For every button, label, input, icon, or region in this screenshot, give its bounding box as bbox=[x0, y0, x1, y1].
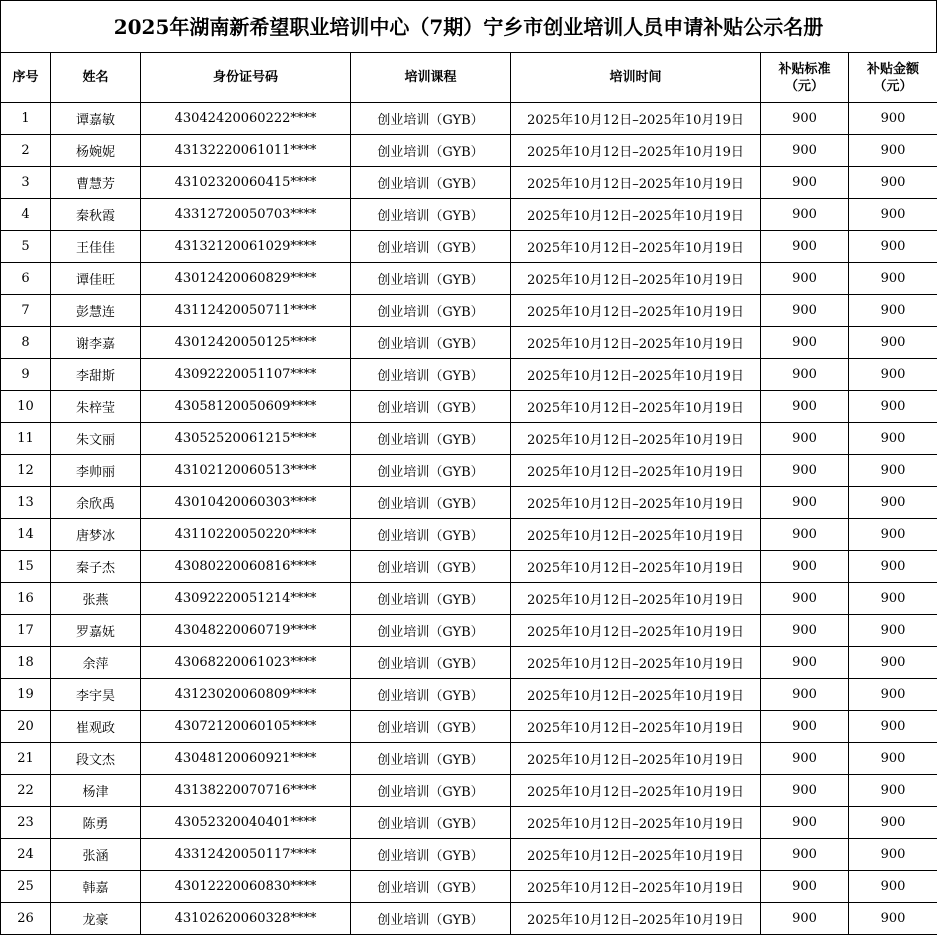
cell-course: 创业培训（GYB） bbox=[351, 711, 511, 743]
cell-id-number: 43312420050117**** bbox=[141, 839, 351, 871]
cell-name: 崔观政 bbox=[51, 711, 141, 743]
cell-amount: 900 bbox=[849, 807, 937, 839]
cell-time: 2025年10月12日–2025年10月19日 bbox=[511, 423, 761, 455]
cell-time: 2025年10月12日–2025年10月19日 bbox=[511, 263, 761, 295]
cell-name: 杨婉妮 bbox=[51, 135, 141, 167]
cell-amount: 900 bbox=[849, 455, 937, 487]
cell-time: 2025年10月12日–2025年10月19日 bbox=[511, 743, 761, 775]
cell-time: 2025年10月12日–2025年10月19日 bbox=[511, 327, 761, 359]
cell-standard: 900 bbox=[761, 839, 849, 871]
cell-name: 秦秋霞 bbox=[51, 199, 141, 231]
cell-amount: 900 bbox=[849, 839, 937, 871]
cell-name: 朱梓莹 bbox=[51, 391, 141, 423]
cell-time: 2025年10月12日–2025年10月19日 bbox=[511, 711, 761, 743]
cell-amount: 900 bbox=[849, 327, 937, 359]
cell-seq: 13 bbox=[1, 487, 51, 519]
cell-course: 创业培训（GYB） bbox=[351, 551, 511, 583]
cell-name: 陈勇 bbox=[51, 807, 141, 839]
cell-amount: 900 bbox=[849, 423, 937, 455]
cell-seq: 10 bbox=[1, 391, 51, 423]
cell-name: 龙豪 bbox=[51, 903, 141, 935]
cell-amount: 900 bbox=[849, 551, 937, 583]
cell-amount: 900 bbox=[849, 135, 937, 167]
cell-amount: 900 bbox=[849, 903, 937, 935]
cell-name: 张燕 bbox=[51, 583, 141, 615]
table-row bbox=[1, 615, 937, 647]
cell-seq: 5 bbox=[1, 231, 51, 263]
cell-name: 秦子杰 bbox=[51, 551, 141, 583]
cell-amount: 900 bbox=[849, 711, 937, 743]
cell-time: 2025年10月12日–2025年10月19日 bbox=[511, 871, 761, 903]
cell-name: 朱文丽 bbox=[51, 423, 141, 455]
cell-course: 创业培训（GYB） bbox=[351, 519, 511, 551]
table-row bbox=[1, 327, 937, 359]
cell-name: 余萍 bbox=[51, 647, 141, 679]
cell-id-number: 43138220070716**** bbox=[141, 775, 351, 807]
cell-standard: 900 bbox=[761, 647, 849, 679]
cell-course: 创业培训（GYB） bbox=[351, 743, 511, 775]
cell-standard: 900 bbox=[761, 231, 849, 263]
table-row bbox=[1, 391, 937, 423]
cell-time: 2025年10月12日–2025年10月19日 bbox=[511, 359, 761, 391]
cell-standard: 900 bbox=[761, 103, 849, 135]
table-row bbox=[1, 231, 937, 263]
cell-standard: 900 bbox=[761, 583, 849, 615]
cell-id-number: 43048120060921**** bbox=[141, 743, 351, 775]
cell-standard: 900 bbox=[761, 359, 849, 391]
cell-time: 2025年10月12日–2025年10月19日 bbox=[511, 551, 761, 583]
cell-name: 谭嘉敏 bbox=[51, 103, 141, 135]
cell-time: 2025年10月12日–2025年10月19日 bbox=[511, 839, 761, 871]
cell-id-number: 43102320060415**** bbox=[141, 167, 351, 199]
cell-name: 曹慧芳 bbox=[51, 167, 141, 199]
cell-amount: 900 bbox=[849, 775, 937, 807]
cell-time: 2025年10月12日–2025年10月19日 bbox=[511, 583, 761, 615]
table-row bbox=[1, 743, 937, 775]
header-standard-line2: （元） bbox=[784, 78, 824, 94]
cell-name: 李帅丽 bbox=[51, 455, 141, 487]
cell-seq: 21 bbox=[1, 743, 51, 775]
cell-seq: 1 bbox=[1, 103, 51, 135]
cell-seq: 7 bbox=[1, 295, 51, 327]
cell-amount: 900 bbox=[849, 487, 937, 519]
cell-seq: 15 bbox=[1, 551, 51, 583]
table-row bbox=[1, 839, 937, 871]
cell-course: 创业培训（GYB） bbox=[351, 263, 511, 295]
cell-standard: 900 bbox=[761, 679, 849, 711]
cell-id-number: 43072120060105**** bbox=[141, 711, 351, 743]
cell-time: 2025年10月12日–2025年10月19日 bbox=[511, 487, 761, 519]
header-name: 姓名 bbox=[51, 53, 141, 103]
cell-name: 谭佳旺 bbox=[51, 263, 141, 295]
cell-id-number: 43092220051107**** bbox=[141, 359, 351, 391]
cell-name: 张涵 bbox=[51, 839, 141, 871]
table-row bbox=[1, 359, 937, 391]
cell-standard: 900 bbox=[761, 775, 849, 807]
cell-seq: 19 bbox=[1, 679, 51, 711]
cell-id-number: 43058120050609**** bbox=[141, 391, 351, 423]
cell-id-number: 43092220051214**** bbox=[141, 583, 351, 615]
cell-name: 段文杰 bbox=[51, 743, 141, 775]
header-amount-line1: 补贴金额 bbox=[866, 61, 919, 77]
cell-standard: 900 bbox=[761, 711, 849, 743]
cell-time: 2025年10月12日–2025年10月19日 bbox=[511, 903, 761, 935]
table-row bbox=[1, 295, 937, 327]
cell-course: 创业培训（GYB） bbox=[351, 167, 511, 199]
table-row bbox=[1, 423, 937, 455]
cell-course: 创业培训（GYB） bbox=[351, 423, 511, 455]
cell-seq: 9 bbox=[1, 359, 51, 391]
cell-name: 杨津 bbox=[51, 775, 141, 807]
cell-time: 2025年10月12日–2025年10月19日 bbox=[511, 615, 761, 647]
cell-standard: 900 bbox=[761, 391, 849, 423]
cell-amount: 900 bbox=[849, 231, 937, 263]
cell-amount: 900 bbox=[849, 103, 937, 135]
cell-amount: 900 bbox=[849, 647, 937, 679]
header-id: 身份证号码 bbox=[141, 53, 351, 103]
cell-course: 创业培训（GYB） bbox=[351, 487, 511, 519]
cell-course: 创业培训（GYB） bbox=[351, 327, 511, 359]
cell-course: 创业培训（GYB） bbox=[351, 135, 511, 167]
cell-course: 创业培训（GYB） bbox=[351, 583, 511, 615]
cell-id-number: 43132220061011**** bbox=[141, 135, 351, 167]
cell-time: 2025年10月12日–2025年10月19日 bbox=[511, 295, 761, 327]
cell-amount: 900 bbox=[849, 295, 937, 327]
cell-standard: 900 bbox=[761, 455, 849, 487]
table-row bbox=[1, 647, 937, 679]
cell-time: 2025年10月12日–2025年10月19日 bbox=[511, 775, 761, 807]
cell-seq: 20 bbox=[1, 711, 51, 743]
cell-id-number: 43052520061215**** bbox=[141, 423, 351, 455]
cell-time: 2025年10月12日–2025年10月19日 bbox=[511, 679, 761, 711]
cell-time: 2025年10月12日–2025年10月19日 bbox=[511, 167, 761, 199]
cell-standard: 900 bbox=[761, 903, 849, 935]
cell-amount: 900 bbox=[849, 263, 937, 295]
cell-id-number: 43052320040401**** bbox=[141, 807, 351, 839]
cell-seq: 18 bbox=[1, 647, 51, 679]
cell-id-number: 43012420050125**** bbox=[141, 327, 351, 359]
cell-name: 唐梦冰 bbox=[51, 519, 141, 551]
cell-id-number: 43312720050703**** bbox=[141, 199, 351, 231]
cell-standard: 900 bbox=[761, 423, 849, 455]
table-row bbox=[1, 583, 937, 615]
header-amount-line2: （元） bbox=[873, 78, 913, 94]
table-row bbox=[1, 711, 937, 743]
cell-id-number: 43110220050220**** bbox=[141, 519, 351, 551]
cell-standard: 900 bbox=[761, 615, 849, 647]
cell-id-number: 43132120061029**** bbox=[141, 231, 351, 263]
cell-amount: 900 bbox=[849, 583, 937, 615]
cell-seq: 25 bbox=[1, 871, 51, 903]
cell-seq: 3 bbox=[1, 167, 51, 199]
cell-seq: 26 bbox=[1, 903, 51, 935]
cell-name: 李甜斯 bbox=[51, 359, 141, 391]
cell-name: 王佳佳 bbox=[51, 231, 141, 263]
cell-id-number: 43102120060513**** bbox=[141, 455, 351, 487]
cell-seq: 2 bbox=[1, 135, 51, 167]
cell-id-number: 43123020060809**** bbox=[141, 679, 351, 711]
cell-course: 创业培训（GYB） bbox=[351, 615, 511, 647]
cell-time: 2025年10月12日–2025年10月19日 bbox=[511, 103, 761, 135]
cell-amount: 900 bbox=[849, 615, 937, 647]
cell-id-number: 43048220060719**** bbox=[141, 615, 351, 647]
cell-amount: 900 bbox=[849, 359, 937, 391]
cell-amount: 900 bbox=[849, 679, 937, 711]
cell-time: 2025年10月12日–2025年10月19日 bbox=[511, 231, 761, 263]
cell-id-number: 43080220060816**** bbox=[141, 551, 351, 583]
header-seq: 序号 bbox=[1, 53, 51, 103]
cell-amount: 900 bbox=[849, 167, 937, 199]
table-row bbox=[1, 487, 937, 519]
cell-time: 2025年10月12日–2025年10月19日 bbox=[511, 135, 761, 167]
table-row bbox=[1, 455, 937, 487]
cell-standard: 900 bbox=[761, 551, 849, 583]
cell-standard: 900 bbox=[761, 199, 849, 231]
cell-id-number: 43010420060303**** bbox=[141, 487, 351, 519]
cell-standard: 900 bbox=[761, 295, 849, 327]
header-standard bbox=[761, 53, 849, 103]
cell-course: 创业培训（GYB） bbox=[351, 775, 511, 807]
cell-time: 2025年10月12日–2025年10月19日 bbox=[511, 199, 761, 231]
table-row bbox=[1, 903, 937, 935]
cell-id-number: 43042420060222**** bbox=[141, 103, 351, 135]
cell-id-number: 43112420050711**** bbox=[141, 295, 351, 327]
cell-standard: 900 bbox=[761, 487, 849, 519]
cell-seq: 17 bbox=[1, 615, 51, 647]
header-course: 培训课程 bbox=[351, 53, 511, 103]
table-row bbox=[1, 263, 937, 295]
cell-standard: 900 bbox=[761, 135, 849, 167]
cell-name: 李宇昊 bbox=[51, 679, 141, 711]
cell-time: 2025年10月12日–2025年10月19日 bbox=[511, 807, 761, 839]
cell-time: 2025年10月12日–2025年10月19日 bbox=[511, 647, 761, 679]
cell-seq: 24 bbox=[1, 839, 51, 871]
cell-seq: 6 bbox=[1, 263, 51, 295]
table-row bbox=[1, 519, 937, 551]
cell-amount: 900 bbox=[849, 199, 937, 231]
cell-course: 创业培训（GYB） bbox=[351, 647, 511, 679]
cell-course: 创业培训（GYB） bbox=[351, 295, 511, 327]
cell-course: 创业培训（GYB） bbox=[351, 103, 511, 135]
cell-standard: 900 bbox=[761, 743, 849, 775]
cell-standard: 900 bbox=[761, 327, 849, 359]
cell-name: 谢李嘉 bbox=[51, 327, 141, 359]
cell-course: 创业培训（GYB） bbox=[351, 391, 511, 423]
table-row bbox=[1, 871, 937, 903]
cell-course: 创业培训（GYB） bbox=[351, 455, 511, 487]
cell-seq: 23 bbox=[1, 807, 51, 839]
document-title: 2025年湖南新希望职业培训中心（7期）宁乡市创业培训人员申请补贴公示名册 bbox=[0, 0, 937, 52]
cell-name: 韩嘉 bbox=[51, 871, 141, 903]
subsidy-table bbox=[0, 52, 937, 935]
cell-standard: 900 bbox=[761, 167, 849, 199]
table-row bbox=[1, 103, 937, 135]
cell-course: 创业培训（GYB） bbox=[351, 231, 511, 263]
cell-id-number: 43012420060829**** bbox=[141, 263, 351, 295]
cell-seq: 8 bbox=[1, 327, 51, 359]
cell-course: 创业培训（GYB） bbox=[351, 679, 511, 711]
cell-standard: 900 bbox=[761, 263, 849, 295]
cell-course: 创业培训（GYB） bbox=[351, 871, 511, 903]
cell-amount: 900 bbox=[849, 871, 937, 903]
header-amount bbox=[849, 53, 937, 103]
cell-course: 创业培训（GYB） bbox=[351, 199, 511, 231]
cell-standard: 900 bbox=[761, 519, 849, 551]
cell-standard: 900 bbox=[761, 871, 849, 903]
cell-standard: 900 bbox=[761, 807, 849, 839]
header-time: 培训时间 bbox=[511, 53, 761, 103]
cell-seq: 11 bbox=[1, 423, 51, 455]
cell-seq: 14 bbox=[1, 519, 51, 551]
table-row bbox=[1, 807, 937, 839]
table-row bbox=[1, 551, 937, 583]
cell-seq: 22 bbox=[1, 775, 51, 807]
cell-id-number: 43102620060328**** bbox=[141, 903, 351, 935]
cell-name: 彭慧连 bbox=[51, 295, 141, 327]
cell-name: 罗嘉妩 bbox=[51, 615, 141, 647]
table-body bbox=[1, 103, 937, 935]
cell-time: 2025年10月12日–2025年10月19日 bbox=[511, 455, 761, 487]
cell-amount: 900 bbox=[849, 519, 937, 551]
cell-seq: 16 bbox=[1, 583, 51, 615]
table-row bbox=[1, 199, 937, 231]
header-standard-line1: 补贴标准 bbox=[778, 61, 831, 77]
cell-seq: 12 bbox=[1, 455, 51, 487]
table-row bbox=[1, 167, 937, 199]
cell-id-number: 43012220060830**** bbox=[141, 871, 351, 903]
cell-time: 2025年10月12日–2025年10月19日 bbox=[511, 519, 761, 551]
cell-seq: 4 bbox=[1, 199, 51, 231]
cell-amount: 900 bbox=[849, 743, 937, 775]
cell-amount: 900 bbox=[849, 391, 937, 423]
table-row bbox=[1, 775, 937, 807]
cell-course: 创业培训（GYB） bbox=[351, 903, 511, 935]
cell-course: 创业培训（GYB） bbox=[351, 839, 511, 871]
table-row bbox=[1, 679, 937, 711]
cell-course: 创业培训（GYB） bbox=[351, 807, 511, 839]
table-row bbox=[1, 135, 937, 167]
cell-name: 余欣禹 bbox=[51, 487, 141, 519]
cell-id-number: 43068220061023**** bbox=[141, 647, 351, 679]
cell-time: 2025年10月12日–2025年10月19日 bbox=[511, 391, 761, 423]
cell-course: 创业培训（GYB） bbox=[351, 359, 511, 391]
header-row bbox=[1, 53, 937, 103]
